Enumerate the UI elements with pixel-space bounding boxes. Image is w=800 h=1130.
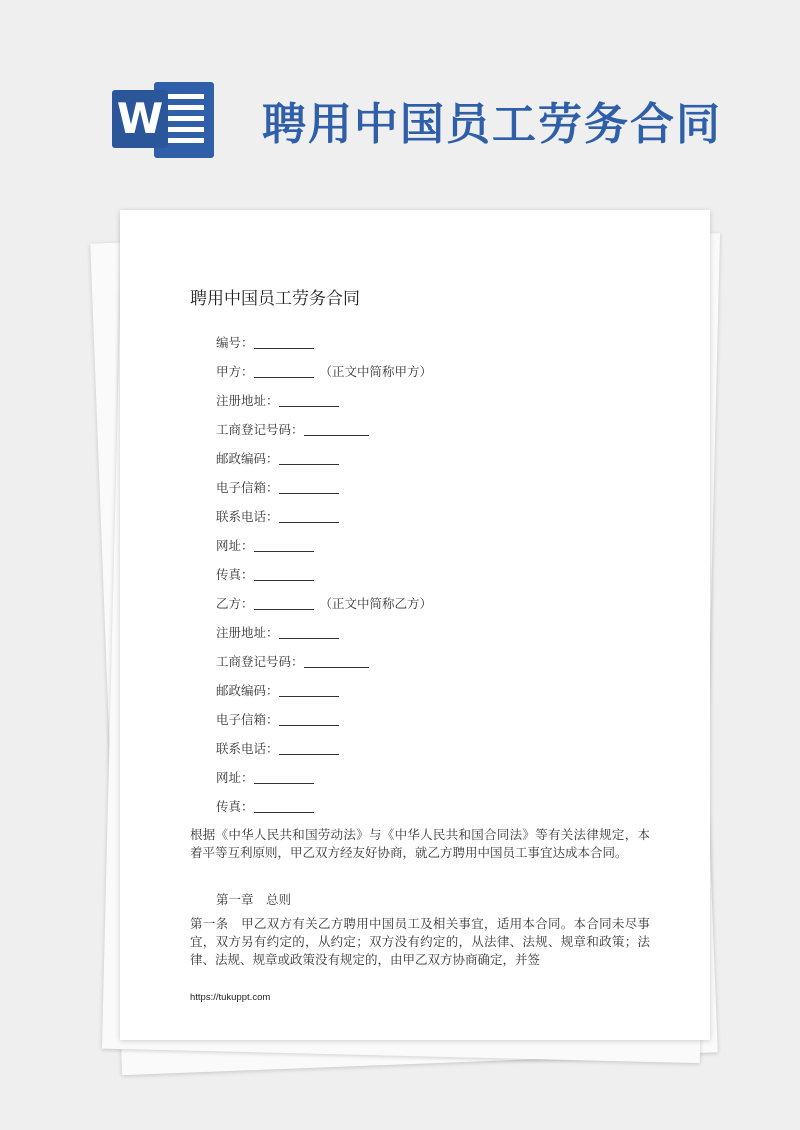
contract-field (216, 797, 314, 815)
contract-field (216, 420, 369, 438)
field-blank-line (254, 771, 314, 784)
field-blank-line (254, 365, 314, 378)
field-blank-line (304, 423, 369, 436)
field-note: （正文中简称乙方） (319, 596, 433, 611)
field-blank-line (279, 684, 339, 697)
contract-field (216, 594, 432, 612)
field-blank-line (254, 597, 314, 610)
word-icon-badge: W (112, 90, 168, 148)
field-blank-line (254, 539, 314, 552)
field-blank-line (254, 800, 314, 813)
contract-field (216, 565, 314, 583)
field-label: 传真： (216, 567, 254, 582)
contract-field (216, 710, 339, 728)
field-blank-line (254, 568, 314, 581)
field-blank-line (279, 452, 339, 465)
field-label: 邮政编码： (216, 683, 279, 698)
contract-field (216, 623, 339, 641)
field-note: （正文中简称甲方） (319, 364, 433, 379)
contract-field (216, 739, 339, 757)
field-blank-line (279, 742, 339, 755)
field-blank-line (279, 510, 339, 523)
field-blank-line (304, 655, 369, 668)
intro-paragraph: 根据《中华人民共和国劳动法》与《中华人民共和国合同法》等有关法律规定，本着平等互利原则，甲乙双方经友好协商，就乙方聘用中国员工事宜达成本合同。 (190, 827, 650, 860)
field-label: 网址： (216, 538, 254, 553)
field-label: 甲方： (216, 364, 254, 379)
field-label: 电子信箱： (216, 712, 279, 727)
field-blank-line (279, 713, 339, 726)
field-label: 网址： (216, 770, 254, 785)
contract-field (216, 478, 339, 496)
field-blank-line (254, 336, 314, 349)
contract-field (216, 449, 339, 467)
field-blank-line (279, 394, 339, 407)
field-label: 乙方： (216, 596, 254, 611)
field-label: 联系电话： (216, 741, 279, 756)
footer-url: https://tukuppt.com (190, 992, 271, 1003)
field-label: 注册地址： (216, 393, 279, 408)
field-blank-line (279, 481, 339, 494)
contract-field (216, 333, 314, 351)
field-label: 工商登记号码： (216, 422, 304, 437)
field-label: 电子信箱： (216, 480, 279, 495)
field-label: 邮政编码： (216, 451, 279, 466)
field-label: 注册地址： (216, 625, 279, 640)
contract-field (216, 391, 339, 409)
field-label: 编号： (216, 335, 254, 350)
contract-field (216, 507, 339, 525)
contract-field (216, 768, 314, 786)
contract-field (216, 536, 314, 554)
field-label: 传真： (216, 799, 254, 814)
document-title: 聘用中国员工劳务合同 (190, 289, 360, 309)
header (0, 0, 800, 200)
contract-field (216, 362, 432, 380)
header-title: 聘用中国员工劳务合同 (262, 99, 722, 150)
field-label: 联系电话： (216, 509, 279, 524)
word-icon-lines (164, 94, 204, 149)
field-blank-line (279, 626, 339, 639)
contract-field (216, 652, 369, 670)
field-label: 工商登记号码： (216, 654, 304, 669)
chapter-heading: 第一章 总则 (216, 892, 292, 907)
contract-field (216, 681, 339, 699)
word-icon (112, 76, 216, 160)
article-1-paragraph: 第一条 甲乙双方有关乙方聘用中国员工及相关事宜，适用本合同。本合同未尽事宜，双方另有约定的，从约定；双方没有约定的，从法律、法规、规章和政策；法律、法规、规章或政策没有规定的，由甲乙双方协商确定，并签 (190, 916, 650, 967)
